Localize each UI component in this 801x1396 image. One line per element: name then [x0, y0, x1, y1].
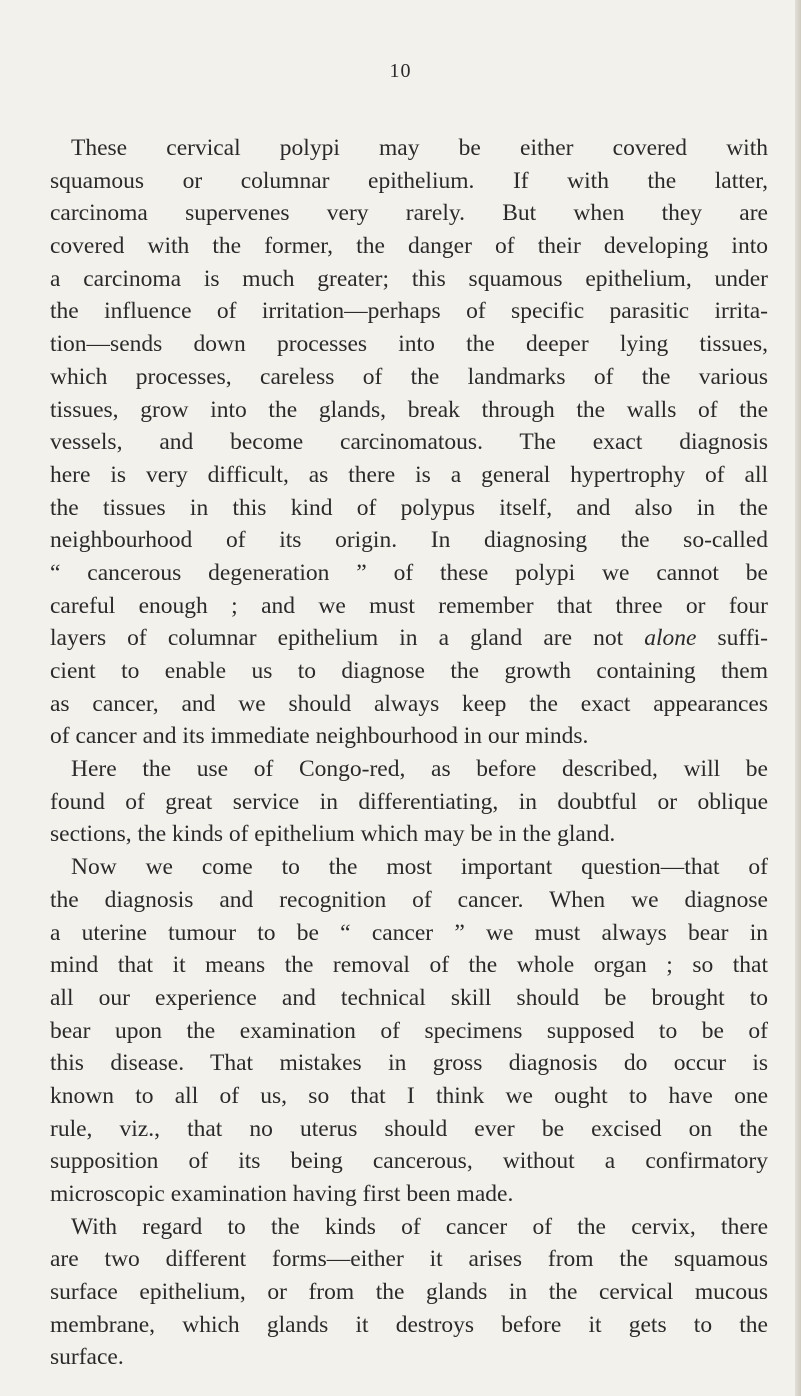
text-line: mind that it means the removal of the whole organ ; so that	[50, 952, 768, 979]
text-line: supposition of its being cancerous, without a confirmatory	[50, 1148, 768, 1175]
text-line: of cancer and its immediate neighbourhood in our minds.	[50, 723, 589, 750]
text-line: carcinoma supervenes very rarely. But when they are	[50, 200, 768, 227]
text-line: Here the use of Congo-red, as before described, will be	[71, 756, 768, 783]
paragraph-polypi	[50, 132, 768, 753]
text-line: found of great service in differentiating, in doubtful or oblique	[50, 788, 768, 815]
paragraph-diagnosis	[50, 851, 768, 1211]
text-line: squamous or columnar epithelium. If with the latter,	[50, 167, 768, 194]
body-text	[50, 132, 768, 1374]
text-line-emphasis	[50, 622, 768, 655]
text-line: sections, the kinds of epithelium which may be in the gland.	[50, 821, 616, 848]
text-line: as cancer, and we should always keep the exact appearances	[50, 690, 768, 717]
text-line: are two different forms—either it arises from the squamous	[50, 1246, 768, 1273]
text-line: careful enough ; and we must remember that three or four	[50, 592, 768, 619]
text-segment: layers of columnar epithelium in a gland are not	[50, 625, 624, 652]
text-line: a uterine tumour to be “ cancer ” we must always bear in	[50, 919, 768, 946]
text-line: tissues, grow into the glands, break through the walls of the	[50, 396, 768, 423]
text-line: bear upon the examination of specimens supposed to be of	[50, 1017, 768, 1044]
text-line: a carcinoma is much greater; this squamous epithelium, under	[50, 265, 768, 292]
text-line: These cervical polypi may be either covered with	[71, 135, 768, 161]
text-line: membrane, which glands it destroys before it gets to the	[50, 1311, 768, 1338]
text-line: surface epithelium, or from the glands in the cervical mucous	[50, 1279, 768, 1306]
text-line: which processes, careless of the landmarks of the various	[50, 363, 768, 390]
text-line: here is very difficult, as there is a general hypertrophy of all	[50, 461, 768, 488]
text-line: surface.	[50, 1344, 124, 1371]
text-line: this disease. That mistakes in gross diagnosis do occur is	[50, 1050, 768, 1077]
text-line: known to all of us, so that I think we ought to have one	[50, 1082, 768, 1109]
text-line: tion—sends down processes into the deeper lying tissues,	[50, 331, 768, 358]
page-number: 10	[389, 60, 412, 82]
text-line: all our experience and technical skill should be brought to	[50, 984, 768, 1011]
text-segment: suffi-	[717, 625, 769, 652]
text-line: vessels, and become carcinomatous. The exact diagnosis	[50, 429, 768, 456]
text-line: the tissues in this kind of polypus itself, and also in the	[50, 494, 768, 521]
text-line: the influence of irritation—perhaps of specific parasitic irrita-	[50, 298, 768, 325]
text-line: rule, viz., that no uterus should ever be excised on the	[50, 1115, 768, 1142]
text-line: neighbourhood of its origin. In diagnosing the so-called	[50, 527, 768, 554]
page-edge	[795, 0, 801, 1396]
text-line: microscopic examination having first been made.	[50, 1181, 514, 1207]
paragraph-cervix	[50, 1211, 768, 1374]
text-line: covered with the former, the danger of their developing into	[50, 233, 768, 260]
text-line: the diagnosis and recognition of cancer. When we diagnose	[50, 886, 768, 913]
emphasized-word: alone	[644, 625, 697, 652]
paragraph-congo-red	[50, 753, 768, 851]
text-line: cient to enable us to diagnose the growth containing them	[50, 658, 768, 684]
text-line: Now we come to the most important question—that of	[71, 854, 768, 881]
text-line: With regard to the kinds of cancer of the cervix, there	[71, 1213, 768, 1240]
text-line: “ cancerous degeneration ” of these polypi we cannot be	[50, 559, 768, 586]
